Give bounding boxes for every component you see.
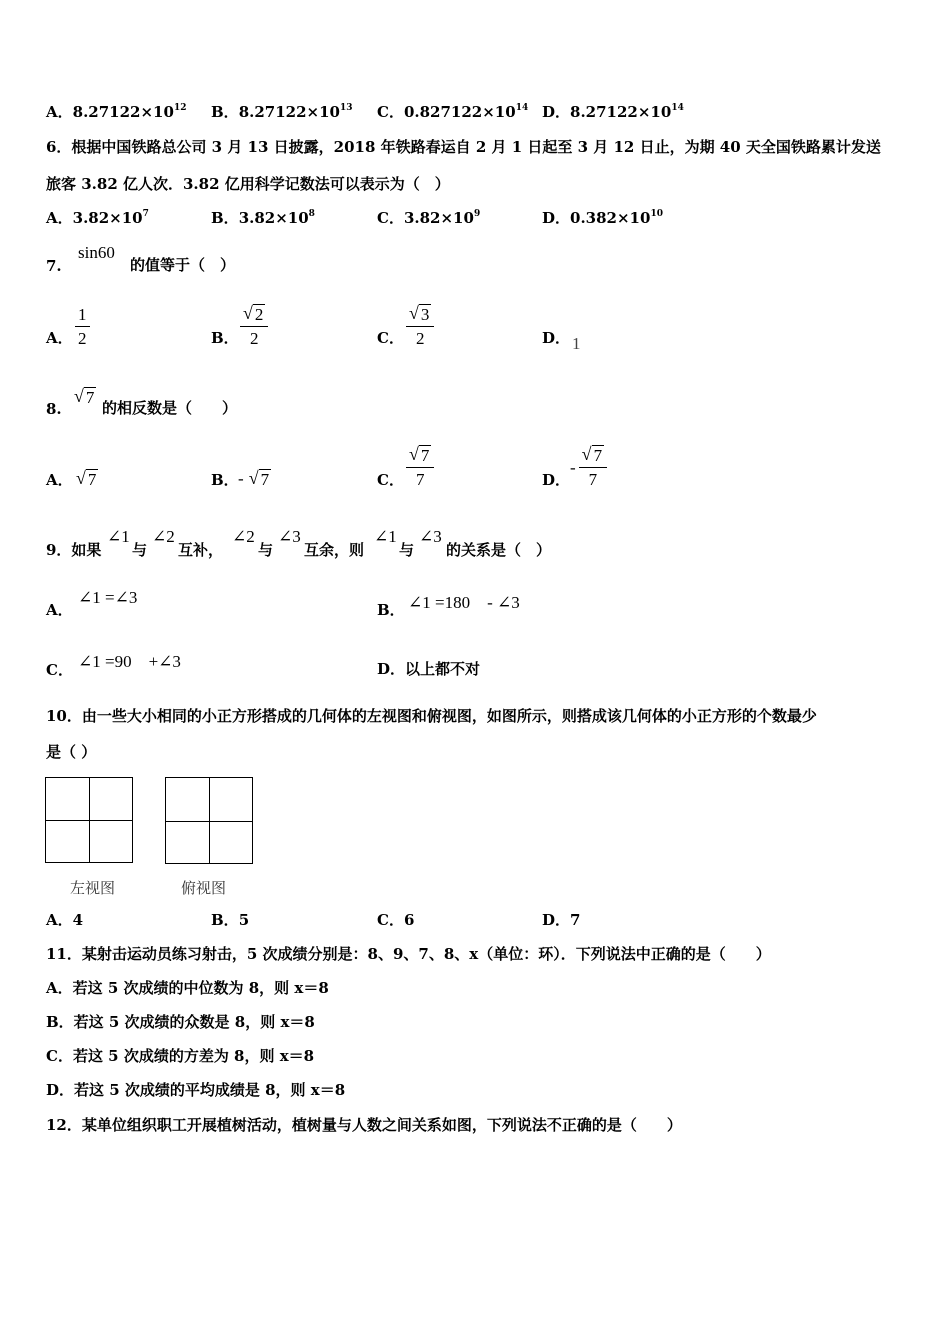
q7-number: 7. — [46, 257, 62, 275]
q7-option-c-letter: C． — [377, 329, 404, 347]
q11-option-a: A．若这 5 次成绩的中位数为 8，则 x＝8 — [46, 979, 329, 997]
q7-option-a-fraction: $\frac{1}{2}$ — [75, 305, 90, 348]
q10-option-a: A．4 — [46, 911, 84, 929]
q11-option-b: B．若这 5 次成绩的众数是 8，则 x＝8 — [46, 1013, 315, 1031]
q7-option-c-fraction: √ 3 2 — [406, 303, 434, 348]
q8-option-b-value: - √ 7 — [238, 468, 270, 489]
q6-option-d: D．$0.382\times 10^{10}$ — [542, 209, 663, 227]
top-view-caption: 俯视图 — [181, 879, 227, 897]
q10-stem-line1: 10．由一些大小相同的小正方形搭成的几何体的左视图和俯视图，如图所示，则搭成该几何体的小正方形的个数最少 — [46, 707, 817, 725]
q5-option-c: C．$0.827122\times 10^{14}$ — [377, 103, 529, 121]
q6-stem-line1: 6．根据中国铁路总公司 3 月 13 日披露，2018 年铁路春运自 2 月 1 日起至 3 月 12 日止，为期 40 天全国铁路累计发送 — [46, 138, 881, 156]
q7-option-d-value: 1 — [572, 334, 581, 353]
q9-option-c-expr: ∠1 =90 +∠3 — [78, 652, 181, 671]
left-view-caption: 左视图 — [70, 879, 116, 897]
q8-option-b-letter: B． — [211, 471, 239, 489]
q9-option-d: D．以上都不对 — [377, 660, 481, 678]
top-view-horizontal-divider — [166, 821, 252, 822]
q9-option-b-letter: B． — [377, 601, 405, 619]
q8-option-d-fraction: - √ 7 7 — [570, 444, 607, 489]
q8-option-d-letter: D． — [542, 471, 571, 489]
q8-option-c-letter: C． — [377, 471, 404, 489]
q9-angle-2a: ∠2 — [152, 527, 175, 546]
q8-number: 8. — [46, 400, 62, 418]
q5-option-b: B．$8.27122\times 10^{13}$ — [211, 103, 353, 121]
q10-option-d: D．7 — [542, 911, 581, 929]
q9-stem-part3: 互补， — [178, 541, 224, 559]
q9-option-b-expr: ∠1 =180 - ∠3 — [408, 593, 520, 612]
q9-angle-1b: ∠1 — [374, 527, 397, 546]
q9-angle-3a: ∠3 — [278, 527, 301, 546]
q8-stem: 的相反数是（ ） — [102, 399, 238, 417]
q5-option-a: A．$8.27122\times 10^{12}$ — [46, 103, 187, 121]
left-view-horizontal-divider — [46, 820, 132, 821]
top-view-figure — [165, 777, 253, 864]
q6-option-a: A．$3.82\times 10^7$ — [46, 209, 149, 227]
q9-stem-part7: 的关系是（ ） — [446, 541, 552, 559]
q8-option-a-value: √ 7 — [76, 468, 97, 489]
q7-option-a-letter: A． — [46, 329, 73, 347]
q7-option-b-fraction: √ 2 2 — [240, 303, 268, 348]
q6-option-b: B．$3.82\times 10^8$ — [211, 209, 315, 227]
q5-option-d: D．$8.27122\times 10^{14}$ — [542, 103, 684, 121]
q7-expression: sin60 — [78, 243, 115, 262]
q9-stem-part5: 互余，则 — [304, 541, 365, 559]
q9-angle-3b: ∠3 — [419, 527, 442, 546]
q9-angle-1a: ∠1 — [107, 527, 130, 546]
q10-option-c: C．6 — [377, 911, 415, 929]
q7-stem: 的值等于（ ） — [130, 256, 236, 274]
q10-stem-line2: 是（ ） — [46, 743, 97, 761]
q9-option-a-expr: ∠1 =∠3 — [78, 588, 138, 607]
q7-option-b-letter: B． — [211, 329, 239, 347]
q8-option-a-letter: A． — [46, 471, 73, 489]
q9-stem-part6: 与 — [399, 541, 415, 559]
left-view-figure — [45, 777, 133, 863]
q9-angle-2b: ∠2 — [232, 527, 255, 546]
q10-option-b: B．5 — [211, 911, 250, 929]
q9-stem-part1: 9．如果 — [46, 541, 102, 559]
q8-radical: √ 7 — [74, 386, 95, 407]
q6-option-c: C．$3.82\times 10^9$ — [377, 209, 481, 227]
q11-option-d: D．若这 5 次成绩的平均成绩是 8，则 x＝8 — [46, 1081, 346, 1099]
q9-option-a-letter: A． — [46, 601, 73, 619]
q9-stem-part2: 与 — [132, 541, 148, 559]
q9-stem-part4: 与 — [258, 541, 274, 559]
q9-option-c-letter: C． — [46, 661, 73, 679]
q7-option-d-letter: D． — [542, 329, 571, 347]
q11-option-c: C．若这 5 次成绩的方差为 8，则 x＝8 — [46, 1047, 315, 1065]
q12-stem: 12．某单位组织职工开展植树活动，植树量与人数之间关系如图，下列说法不正确的是（ ） — [46, 1116, 682, 1134]
q6-stem-line2: 旅客 3.82 亿人次．3.82 亿用科学记数法可以表示为（ ） — [46, 175, 450, 193]
q11-stem: 11．某射击运动员练习射击，5 次成绩分别是：8、9、7、8、x（单位：环）．下列说法中正确的是（ ） — [46, 945, 771, 963]
q8-option-c-fraction: √ 7 7 — [406, 444, 434, 489]
